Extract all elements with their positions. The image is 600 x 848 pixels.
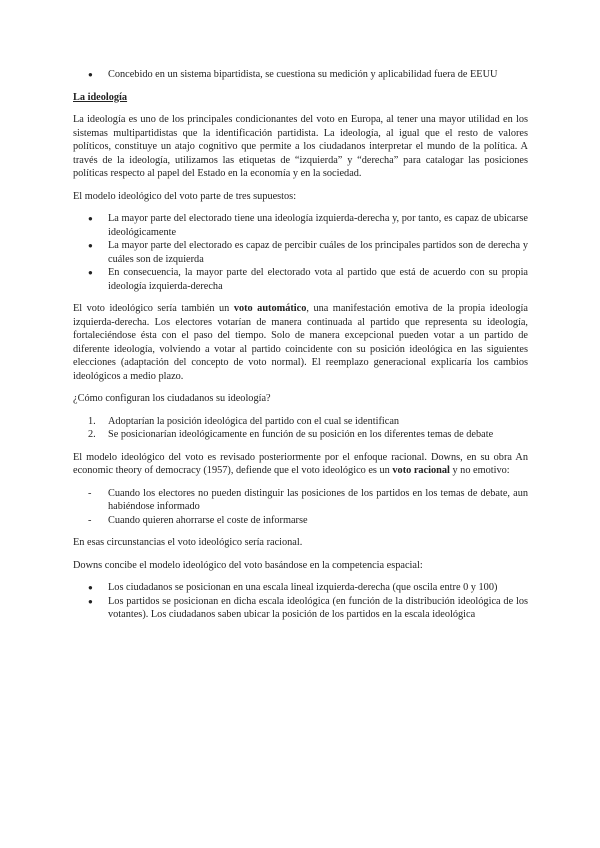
list-item: ● Los partidos se posicionan en dicha escala ideológica (en función de la distribución ideológica de los votantes). Los ciudadanos saben ubicar la posición de los partidos en la escala ideológica	[73, 595, 528, 622]
list-item	[73, 428, 528, 442]
text-run: El voto ideológico sería también un	[73, 303, 234, 314]
paragraph-voto-automatico	[73, 302, 528, 383]
item-text: Se posicionarían ideológicamente en función de su posición en los diferentes temas de debate	[108, 429, 494, 440]
list-item: ● En consecuencia, la mayor parte del electorado vota al partido que está de acuerdo con su propia ideología izquierda-derecha	[73, 266, 528, 293]
document-page	[73, 68, 528, 622]
list-item: ● Los ciudadanos se posicionan en una escala lineal izquierda-derecha (que oscila entre 0 y 100)	[73, 581, 528, 595]
list-item	[73, 415, 528, 429]
list-item: ● La mayor parte del electorado es capaz de percibir cuáles de los principales partidos son de derecha y cuáles son de izquierda	[73, 239, 528, 266]
item-text: Cuando quieren ahorrarse el coste de informarse	[108, 514, 308, 526]
text-run: , una manifestación emotiva de la propia ideología izquierda-derecha. Los electores votarían de manera continuada al partido que representa su ideología, fortaleciéndose ésta con el paso del tiempo. Solo de manera excepcional pueden votar a un partido de diferente ideología, volviendo a votar al partido coincidente con su posición ideológica en las siguientes elecciones (adaptación del concepto de voto normal). El reemplazo generacional explicaría los cambios ideológicos a medio plazo.	[73, 303, 528, 382]
question-line: ¿Cómo configuran los ciudadanos su ideología?	[73, 393, 271, 404]
paragraph-ideologia: La ideología es uno de los principales condicionantes del voto en Europa, al tener una mayor utilidad en los sistemas multipartidistas que la identificación partidista. La ideología, al igual que el resto de valores políticos, constituye un atajo cognitivo que permite a los ciudadanos interpretar el mundo de la política. A través de la ideología, utilizamos las etiquetas de “izquierda” y “derecha” para catalogar las posiciones políticas respecto al papel del Estado en la economía y en la sociedad.	[73, 114, 528, 179]
dash-list	[73, 487, 528, 528]
paragraph-supuestos-intro: El modelo ideológico del voto parte de tres supuestos:	[73, 190, 297, 202]
paragraph-voto-racional	[73, 451, 528, 478]
list-item	[73, 487, 528, 514]
downs-list	[73, 581, 528, 622]
bold-term: voto automático	[233, 303, 307, 314]
dash-marker: -	[88, 514, 92, 526]
supuestos-list	[73, 212, 528, 293]
item-text: Cuando los electores no pueden distinguir las posiciones de los partidos en los temas de debate, aun habiéndose informado	[108, 487, 528, 512]
text-run: El modelo ideológico del voto es revisado posteriormente por el enfoque racional. Downs, en su obra An economic theory of democracy (1957), defiende que el voto ideológico es un	[73, 451, 528, 476]
paragraph-downs: Downs concibe el modelo ideológico del voto basándose en la competencia espacial:	[73, 559, 423, 571]
list-item	[73, 514, 528, 528]
paragraph-racional: En esas circunstancias el voto ideológico sería racional.	[73, 537, 303, 548]
item-number: 2.	[88, 429, 96, 440]
numbered-list	[73, 415, 528, 442]
section-heading: La ideología	[73, 91, 128, 103]
item-number: 1.	[88, 415, 96, 427]
dash-marker: -	[88, 487, 92, 499]
bold-term: voto racional	[392, 465, 450, 476]
top-bullet-list	[73, 68, 528, 82]
item-text: Adoptarían la posición ideológica del partido con el cual se identifican	[108, 415, 400, 427]
list-item: ● Concebido en un sistema bipartidista, se cuestiona su medición y aplicabilidad fuera de EEUU	[73, 68, 528, 82]
list-item: ● La mayor parte del electorado tiene una ideología izquierda-derecha y, por tanto, es capaz de ubicarse ideológicamente	[73, 212, 528, 239]
text-run: y no emotivo:	[449, 465, 510, 476]
